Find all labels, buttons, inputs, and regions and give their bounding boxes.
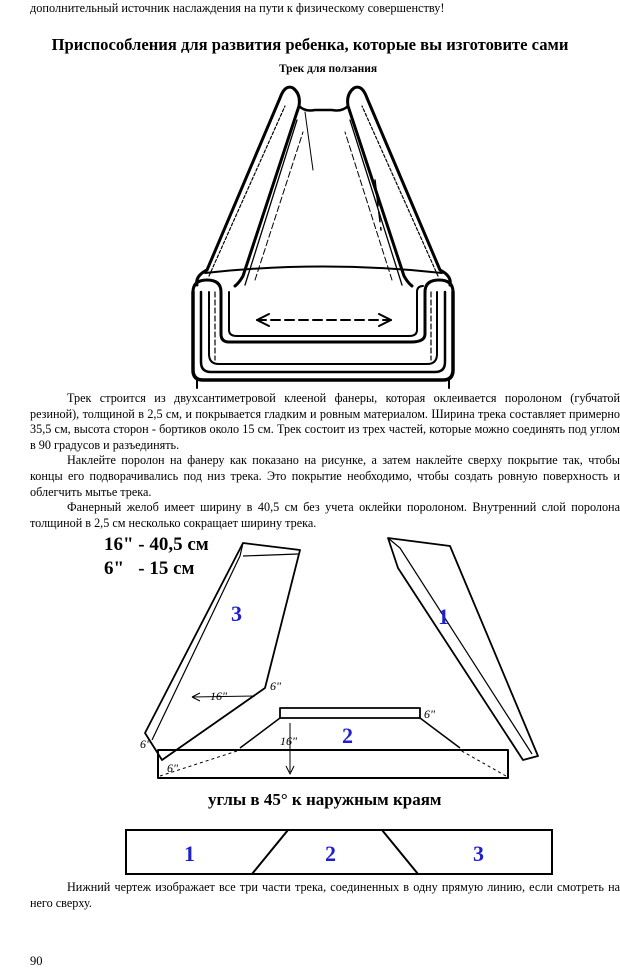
part-number-2: 2 (342, 723, 353, 748)
body-text-block-1 (30, 391, 620, 531)
strip-part-1: 1 (184, 841, 195, 866)
strip-part-3: 3 (473, 841, 484, 866)
dimension-6-left-bottom: 6" (140, 737, 152, 751)
paragraph-foam-gluing: Наклейте поролон на фанеру как показано на рисунке, а затем наклейте сверху покрытие так, чтобы концы его подворачивались под низ трека. Это покрытие необходимо, чтобы создать ровную поверхность и облегчить мытье трека. (30, 453, 620, 499)
page-number: 90 (30, 954, 43, 968)
legend-inch-conversion-2: 6" - 15 см (104, 558, 195, 579)
part-number-1: 1 (438, 604, 449, 629)
part-1-outline (388, 538, 538, 760)
legend-inch-conversion-1: 16" - 40,5 см (104, 534, 209, 555)
dimension-6-left-top: 6" (270, 679, 282, 693)
dimension-6-center: 6" (424, 707, 436, 721)
base-board-outline (158, 750, 508, 778)
paragraph-bottom-drawing: Нижний чертеж изображает все три части трека, соединенных в одну прямую линию, если смотреть на него сверху. (30, 880, 620, 910)
angle-caption: углы в 45° к наружным краям (208, 790, 442, 809)
paragraph-plywood-width: Фанерный желоб имеет ширину в 40,5 см без учета оклейки поролоном. Внутренний слой поролона толщиной в 2,5 см несколько сокращает ширину трека. (30, 500, 620, 530)
figure-subtitle: Трек для ползания (278, 63, 378, 75)
dimension-16-left: 16" (210, 689, 228, 703)
running-header-text: дополнительный источник наслаждения на пути к физическому совершенству! (30, 1, 445, 15)
track-parts-diagram (100, 528, 560, 880)
body-text-block-2 (30, 880, 620, 911)
paragraph-track-construction: Трек строится из двухсантиметровой клееной фанеры, которая оклеивается поролоном (губчатой резиной), толщиной в 2,5 см, и покрывается гладким и ровным материалом. Ширина трека составляет примерно 35,5 см, высота сторон - бортиков около 15 см. Трек состоит из трех частей, которые можно соединять под углом в 90 градусов и разъединять. (30, 391, 620, 452)
section-title: Приспособления для развития ребенка, которые вы изготовите сами (51, 35, 569, 54)
strip-part-2: 2 (325, 841, 336, 866)
dimension-6-base: 6" (167, 761, 179, 775)
part-2-outline (280, 708, 420, 718)
dimension-16-center: 16" (280, 734, 298, 748)
track-perspective-illustration (185, 80, 460, 390)
part-number-3: 3 (231, 601, 242, 626)
